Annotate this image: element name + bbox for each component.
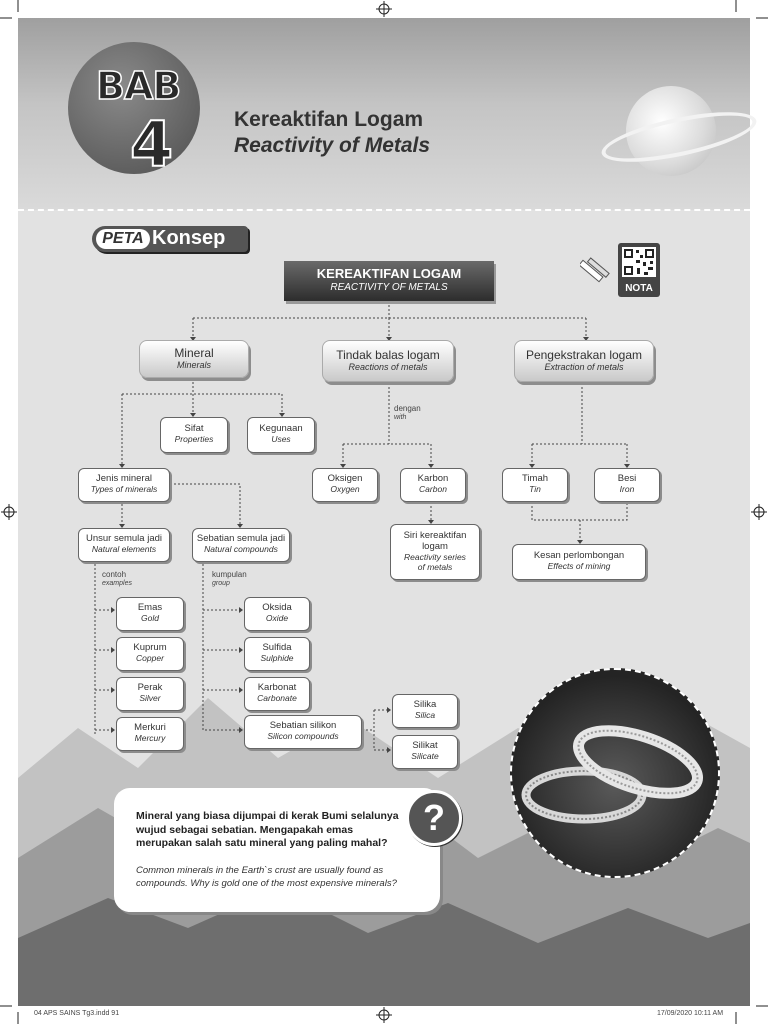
question-mark-icon: ? [406,790,462,846]
box-silicon-compounds-ms: Sebatian silikon [269,720,337,731]
branch-reactions-en: Reactions of metals [348,362,428,372]
box-properties-ms: Sifat [184,423,204,434]
box-oxide [244,597,310,631]
box-silver-en: Silver [139,693,161,703]
box-uses-ms: Kegunaan [259,423,303,434]
box-silicon-compounds-en: Silicon compounds [267,731,339,741]
box-reactivity-series-ms2: logam [422,541,448,552]
box-carbon-ms: Karbon [417,473,449,484]
box-types-ms: Jenis mineral [96,473,152,484]
chapter-label: BAB [96,64,181,108]
box-gold [116,597,184,631]
box-gold-en: Gold [141,613,159,623]
box-silica-ms: Silika [413,699,437,710]
branch-mineral-en: Minerals [176,360,211,370]
box-silver [116,677,184,711]
question-text-en: Common minerals in the Earth`s crust are usually found as compounds. Why is gold one of the most expensive minerals? [136,865,397,889]
branch-mineral-ms: Mineral [174,346,214,360]
box-silicate [392,735,458,769]
box-natural-elements-ms: Unsur semula jadi [85,533,163,544]
examples-label: examples [102,580,132,587]
nota-label: NOTA [625,283,653,294]
box-effects-ms: Kesan perlombongan [533,550,625,561]
box-oxide-en: Oxide [265,613,289,623]
box-carbonate-ms: Karbonat [257,682,297,693]
box-properties [160,417,228,453]
box-types-of-minerals [78,468,170,502]
box-copper [116,637,184,671]
box-effects-of-mining [512,544,646,580]
box-tin-ms: Timah [521,473,549,484]
box-natural-compounds-ms: Sebatian semula jadi [196,533,286,544]
box-types-en: Types of minerals [90,484,158,494]
dengan-label: dengan [394,404,421,413]
group-label: group [212,580,230,587]
branch-extraction [514,340,654,382]
gold-bangles-photo [510,668,720,878]
box-gold-ms: Emas [137,602,163,613]
branch-reactions-ms: Tindak balas logam [336,348,440,362]
box-mercury-en: Mercury [134,733,166,743]
footer-timestamp: 17/09/2020 10:11 AM [657,1010,724,1017]
branch-extraction-ms: Pengekstrakan logam [525,348,643,362]
box-reactivity-series-en2: of metals [417,562,453,572]
box-sulphide-en: Sulphide [260,653,294,663]
box-oxygen-ms: Oksigen [327,473,363,484]
box-oxygen-en: Oxygen [330,484,360,494]
box-silica-en: Silica [414,710,436,720]
box-natural-compounds [192,528,290,562]
box-copper-ms: Kuprum [133,642,167,653]
box-iron-ms: Besi [617,473,637,484]
contoh-label: contoh [102,570,127,579]
box-silicate-ms: Silikat [412,740,438,751]
box-natural-compounds-en: Natural compounds [204,544,278,554]
header-divider [18,209,750,211]
kumpulan-label: kumpulan [212,570,247,579]
root-node [284,261,494,301]
box-mercury [116,717,184,751]
box-silicon-compounds [244,715,362,749]
box-reactivity-series-en1: Reactivity series [404,552,466,562]
peta-label: PETA [96,229,150,249]
box-carbonate [244,677,310,711]
box-sulphide-ms: Sulfida [262,642,292,653]
box-iron [594,468,660,502]
box-carbonate-en: Carbonate [257,693,297,703]
box-effects-en: Effects of mining [547,561,611,571]
box-reactivity-series [390,524,480,580]
bangles-illustration [512,670,718,876]
root-title-ms: KEREAKTIFAN LOGAM [316,266,462,281]
qr-code-icon[interactable] [622,247,656,277]
box-natural-elements-en: Natural elements [91,544,157,554]
box-properties-en: Properties [174,434,214,444]
box-carbon [400,468,466,502]
box-mercury-ms: Merkuri [134,722,166,733]
question-text-ms: Mineral yang biasa dijumpai di kerak Bumi selalunya wujud sebagai sebatian. Mengapakah emas merupakan salah satu mineral yang paling mahal? [136,810,399,849]
box-silver-ms: Perak [137,682,163,693]
box-silicate-en: Silicate [411,751,439,761]
box-oxygen [312,468,378,502]
box-copper-en: Copper [136,653,164,663]
chapter-title-ms: Kereaktifan Logam [234,108,424,131]
konsep-label: Konsep [152,227,226,249]
branch-extraction-en: Extraction of metals [544,362,624,372]
box-carbon-en: Carbon [419,484,447,494]
chapter-title-en: Reactivity of Metals [234,134,431,157]
root-title-en: REACTIVITY OF METALS [330,282,448,293]
branch-mineral [139,340,249,378]
pencil-icon [580,252,620,288]
box-reactivity-series-ms1: Siri kereaktifan [403,530,467,541]
box-uses-en: Uses [271,434,291,444]
box-natural-elements [78,528,170,562]
box-silica [392,694,458,728]
box-sulphide [244,637,310,671]
footer-file-info: 04 APS SAINS Tg3.indd 91 [34,1010,120,1017]
branch-reactions [322,340,454,382]
box-tin [502,468,568,502]
chapter-number: 4 [130,108,174,181]
box-tin-en: Tin [529,484,541,494]
box-iron-en: Iron [619,484,635,494]
with-label: with [394,414,407,421]
box-oxide-ms: Oksida [262,602,292,613]
box-uses [247,417,315,453]
